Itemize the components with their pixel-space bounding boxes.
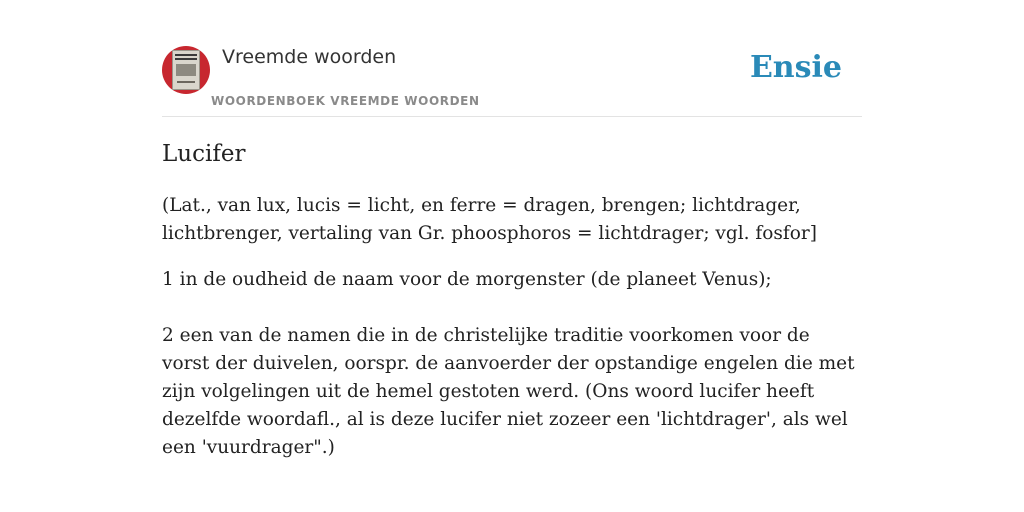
source-subtitle: WOORDENBOEK VREEMDE WOORDEN xyxy=(211,94,480,108)
source-header xyxy=(162,44,862,117)
book-cover xyxy=(172,50,200,90)
entry-term: Lucifer xyxy=(162,141,246,167)
source-name-link[interactable]: Vreemde woorden xyxy=(222,46,397,68)
book-illustration xyxy=(176,64,196,76)
book-cover-icon[interactable] xyxy=(162,46,210,94)
definition-item: 1 in de oudheid de naam voor de morgenster (de planeet Venus); xyxy=(162,269,772,290)
definition-item: 2 een van de namen die in de christelijke traditie voorkomen voor de vorst der duivelen, oorspr. de aanvoerder der opstandige engelen die met zijn volgelingen uit de hemel gestoten werd. (Ons woord lucifer heeft dezelfde woordafl., al is deze lucifer niet zozeer een 'lichtdrager', als wel een 'vuurdrager".) xyxy=(162,325,855,458)
ensie-logo[interactable]: Ensie xyxy=(749,50,842,85)
book-title-line xyxy=(175,54,197,56)
book-publisher-line xyxy=(177,81,195,83)
book-title-line xyxy=(175,58,197,60)
entry-content xyxy=(162,138,862,490)
entry-etymology: (Lat., van lux, lucis = licht, en ferre = dragen, brengen; lichtdrager, lichtbrenger, vertaling van Gr. phoosphoros = lichtdrager; vgl. fosfor] xyxy=(162,195,817,244)
